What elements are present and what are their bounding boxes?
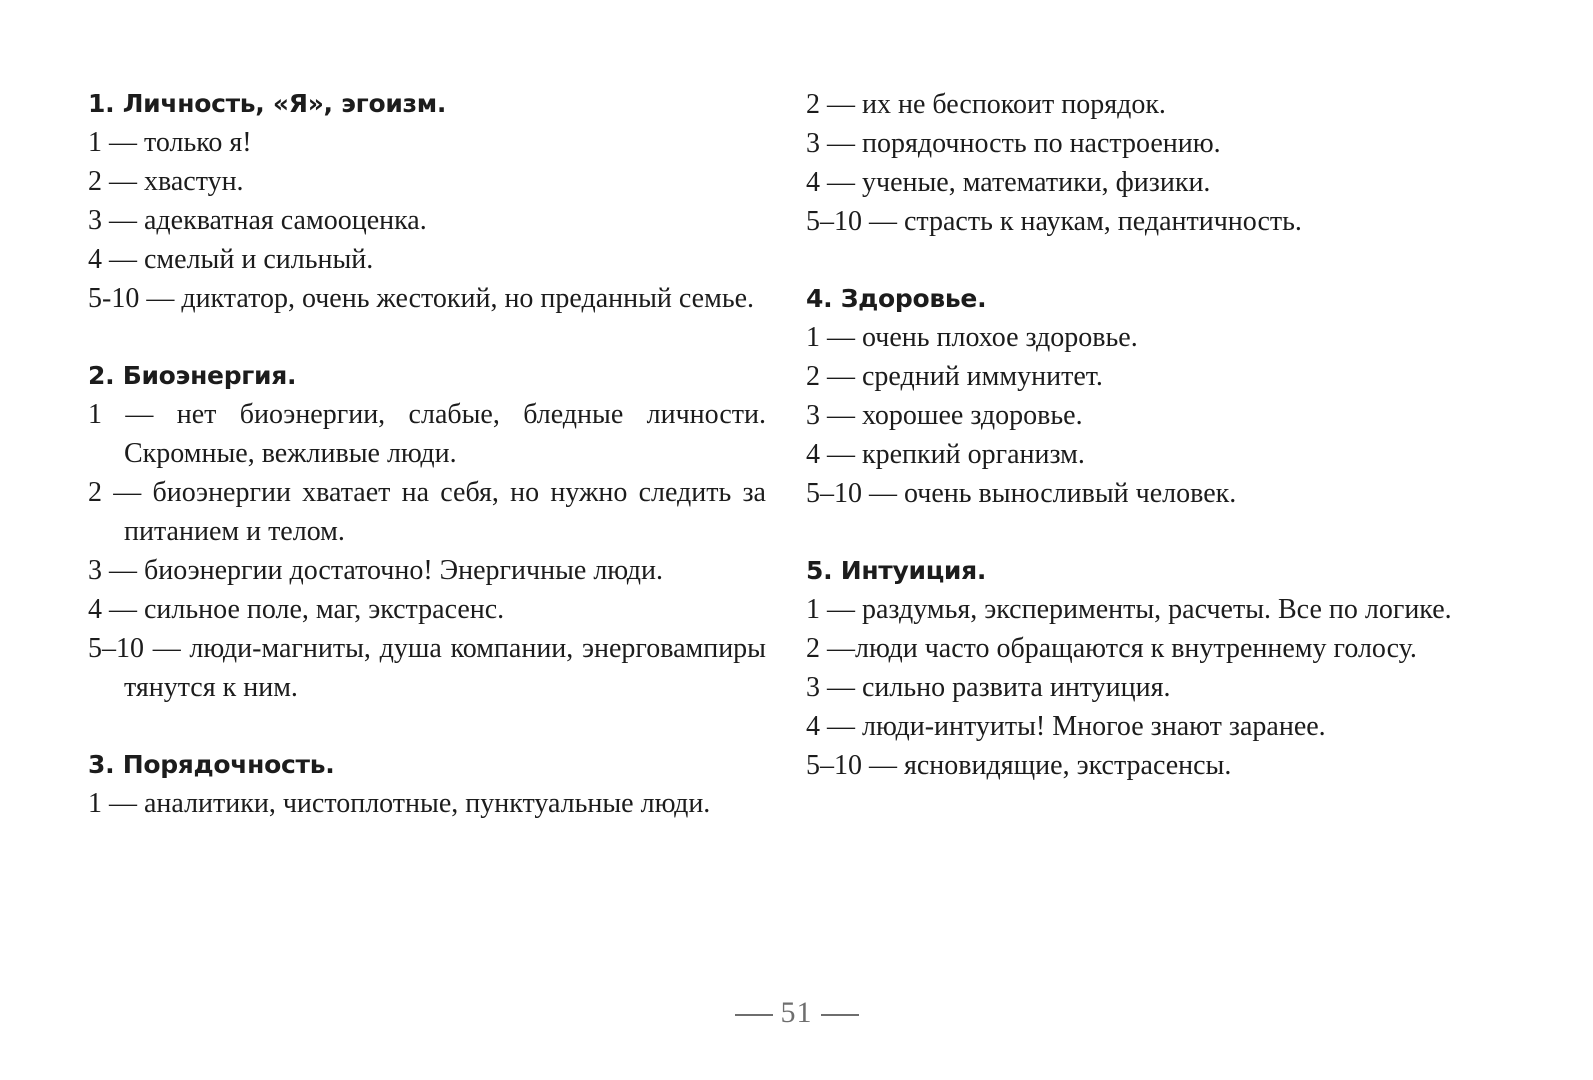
list-item: 5–10 — люди-магниты, душа компании, энерговампиры тянутся к ним. <box>88 633 766 703</box>
list-item: 3 — хорошее здоровье. <box>806 400 1083 431</box>
list-item: 1 — нет биоэнергии, слабые, бледные личности. Скромные, вежливые люди. <box>88 399 766 469</box>
section-personality <box>88 84 766 318</box>
section-heading: 4. Здоровье. <box>806 284 987 313</box>
list-item: 1 — очень плохое здоровье. <box>806 322 1138 353</box>
footer-dash-left <box>735 1014 773 1016</box>
list-item: 2 — биоэнергии хватает на себя, но нужно следить за питанием и телом. <box>88 477 766 547</box>
list-item: 1 — раздумья, эксперименты, расчеты. Все по логике. <box>806 594 1452 625</box>
list-item: 2 — хвастун. <box>88 166 244 197</box>
list-item: 4 — сильное поле, маг, экстрасенс. <box>88 594 505 625</box>
section-decency-continued <box>806 85 1484 241</box>
section-health <box>806 279 1484 513</box>
list-item: 3 — порядочность по настроению. <box>806 128 1221 159</box>
list-item: 2 — средний иммунитет. <box>806 361 1103 392</box>
page-number: 51 <box>780 996 813 1029</box>
section-intuition <box>806 551 1484 785</box>
list-item: 4 — ученые, математики, физики. <box>806 167 1211 198</box>
list-item: 5-10 — диктатор, очень жестокий, но преданный семье. <box>88 283 755 314</box>
page-footer <box>0 996 1593 1030</box>
right-column <box>806 85 1484 785</box>
left-column <box>88 84 766 823</box>
list-item: 5–10 — ясновидящие, экстрасенсы. <box>806 750 1232 781</box>
list-item: 5–10 — очень выносливый человек. <box>806 478 1237 509</box>
list-item: 3 — адекватная самооценка. <box>88 205 427 236</box>
section-heading: 1. Личность, «Я», эгоизм. <box>88 89 447 118</box>
list-item: 3 — биоэнергии достаточно! Энергичные люди. <box>88 555 664 586</box>
list-item: 5–10 — страсть к наукам, педантичность. <box>806 206 1302 237</box>
section-decency <box>88 745 766 823</box>
footer-dash-right <box>821 1014 859 1016</box>
list-item: 2 —люди часто обращаются к внутреннему голосу. <box>806 633 1417 664</box>
list-item: 2 — их не беспокоит порядок. <box>806 89 1166 120</box>
list-item: 3 — сильно развита интуиция. <box>806 672 1171 703</box>
list-item: 1 — только я! <box>88 127 252 158</box>
section-bioenergy <box>88 356 766 707</box>
list-item: 4 — люди-интуиты! Многое знают заранее. <box>806 711 1326 742</box>
list-item: 4 — крепкий организм. <box>806 439 1085 470</box>
list-item: 1 — аналитики, чистоплотные, пунктуальные люди. <box>88 788 711 819</box>
section-heading: 5. Интуиция. <box>806 556 987 585</box>
section-heading: 3. Порядочность. <box>88 750 335 779</box>
section-heading: 2. Биоэнергия. <box>88 361 297 390</box>
list-item: 4 — смелый и сильный. <box>88 244 374 275</box>
